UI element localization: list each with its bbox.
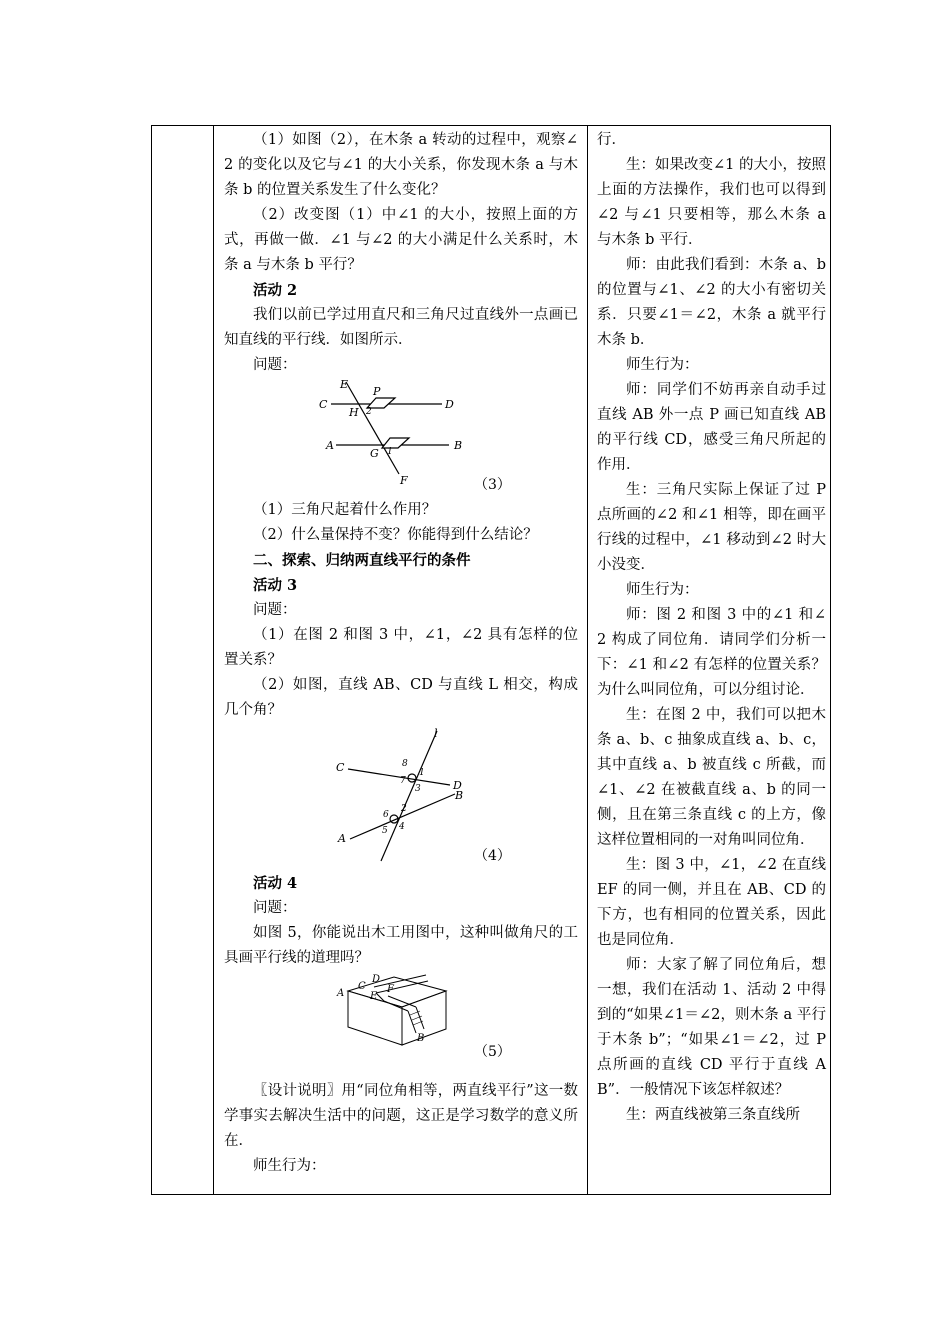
body-paragraph: 我们以前已学过用直尺和三角尺过直线外一点画已知直线的平行线．如图所示． <box>224 307 578 348</box>
activity-heading: 活动 2 <box>253 282 298 299</box>
fig5-label-D: D <box>372 974 381 985</box>
question-label: 问题： <box>253 900 297 916</box>
fig4-label-4: 4 <box>399 822 405 832</box>
question-item: （2）什么量保持不变？你能得到什么结论？ <box>253 527 538 543</box>
fig5-label-F: F <box>387 984 394 995</box>
fig4-label-7: 7 <box>400 776 406 786</box>
fig3-label-B: B <box>454 439 463 452</box>
dialogue-line: 生：两直线被第三条直线所 <box>626 1107 800 1123</box>
fig4-label-B: B <box>455 789 464 802</box>
fig4-label-8: 8 <box>402 759 408 769</box>
dialogue-column <box>589 126 832 1194</box>
fig3-label-G: G <box>370 447 379 460</box>
figure-5 <box>224 971 578 1071</box>
fig4-label-1: 1 <box>419 768 425 778</box>
dialogue-line: 行． <box>597 132 626 148</box>
activity-heading: 活动 3 <box>253 577 298 594</box>
dialogue-line: 生：图 3 中，∠1，∠2 在直线 EF 的同一侧，并且在 AB、CD 的下方，也有相同的位置关系，因此也是同位角． <box>597 857 826 948</box>
dialogue-line: 生：如果改变∠1 的大小，按照上面的方法操作，我们也可以得到∠2 与∠1 只要相等，那么木条 a 与木条 b 平行． <box>597 157 826 248</box>
question-paragraph: （2）改变图（1）中∠1 的大小，按照上面的方式，再做一做．∠1 与∠2 的大小满足什么关系时，木条 a 与木条 b 平行？ <box>224 207 578 273</box>
content-column <box>214 126 588 1194</box>
fig3-label-2: 2 <box>366 407 372 417</box>
dialogue-line: 师：由此我们看到：木条 a、b 的位置与∠1、∠2 的大小有密切关系．只要∠1＝∠2，木条 a 就平行木条 b． <box>597 257 826 348</box>
fig4-label-6: 6 <box>383 810 389 820</box>
fig4-label-A: A <box>338 832 346 845</box>
fig5-label-A: A <box>337 988 345 999</box>
dialogue-line: 生：在图 2 中，我们可以把木条 a、b、c 抽象成直线 a、b、c，其中直线 a、b 被直线 c 所截，而∠1、∠2 在被截直线 a、b 的同一侧，且在第三条直线 c 的上方，像这样位置相同的一对角叫同位角． <box>597 707 826 848</box>
fig3-label-C: C <box>319 398 328 411</box>
fig5-label-B: B <box>417 1033 425 1044</box>
fig3-label-E: E <box>340 378 349 391</box>
fig3-label-1: 1 <box>387 447 393 457</box>
question-item: （2）如图，直线 AB、CD 与直线 L 相交，构成几个角？ <box>224 677 578 718</box>
fig5-label-C: C <box>358 981 366 992</box>
figure-4-caption: （4） <box>474 848 511 864</box>
fig4-label-2: 2 <box>401 804 407 814</box>
figure-3-caption: （3） <box>474 477 511 493</box>
lesson-table <box>151 125 831 1195</box>
dialogue-label: 师生行为： <box>626 582 699 598</box>
fig4-label-D: D <box>453 779 462 792</box>
figure-4-diagram <box>224 723 578 871</box>
dialogue-line: 师：大家了解了同位角后，想一想，我们在活动 1、活动 2 中得到的“如果∠1＝∠2，则木条 a 平行于木条 b”；“如果∠1＝∠2，过 P 点所画的直线 CD 平行于直线 AB”．一般情况下该怎样叙述？ <box>597 957 826 1098</box>
figure-5-caption: （5） <box>474 1044 511 1060</box>
fig4-label-C: C <box>336 761 345 774</box>
dialogue-line: 师：图 2 和图 3 中的∠1 和∠2 构成了同位角．请同学们分析一下：∠1 和∠2 有怎样的位置关系？为什么叫同位角，可以分组讨论． <box>597 607 826 698</box>
dialogue-label: 师生行为： <box>626 357 699 373</box>
section-heading: 二、探索、归纳两直线平行的条件 <box>253 552 471 569</box>
dialogue-line: 师：同学们不妨再亲自动手过直线 AB 外一点 P 画已知直线 AB 的平行线 CD，感受三角尺所起的作用． <box>597 382 826 473</box>
teacher-student-label: 师生行为： <box>253 1158 326 1174</box>
question-label: 问题： <box>253 357 297 373</box>
figure-4 <box>224 723 578 871</box>
fig3-label-F: F <box>400 474 408 487</box>
fig4-label-l: l <box>434 727 438 740</box>
dialogue-line: 生：三角尺实际上保证了过 P 点所画的∠2 和∠1 相等，即在画平行线的过程中，∠1 移动到∠2 时大小没变． <box>597 482 826 573</box>
fig3-label-A: A <box>326 439 334 452</box>
question-paragraph: （1）如图（2），在木条 a 转动的过程中，观察∠2 的变化以及它与∠1 的大小关系，你发现木条 a 与木条 b 的位置关系发生了什么变化？ <box>224 132 578 198</box>
question-item: （1）在图 2 和图 3 中，∠1，∠2 具有怎样的位置关系？ <box>224 627 578 668</box>
fig3-label-H: H <box>349 406 359 419</box>
fig4-label-5: 5 <box>382 826 388 836</box>
design-note: 〖设计说明〗用“同位角相等，两直线平行”这一数学事实去解决生活中的问题，这正是学习数学的意义所在． <box>224 1083 578 1149</box>
figure-5-diagram <box>224 971 578 1071</box>
question-item: 如图 5，你能说出木工用图中，这种叫做角尺的工具画平行线的道理吗？ <box>224 925 578 966</box>
activity-heading: 活动 4 <box>253 875 298 892</box>
figure-3 <box>224 378 578 498</box>
fig3-label-P: P <box>373 385 381 398</box>
fig4-label-3: 3 <box>415 784 421 794</box>
fig5-label-E: E <box>370 991 378 1002</box>
question-label: 问题： <box>253 602 297 618</box>
fig3-label-D: D <box>445 398 454 411</box>
question-item: （1）三角尺起着什么作用？ <box>253 502 437 518</box>
figure-3-diagram <box>224 378 578 498</box>
